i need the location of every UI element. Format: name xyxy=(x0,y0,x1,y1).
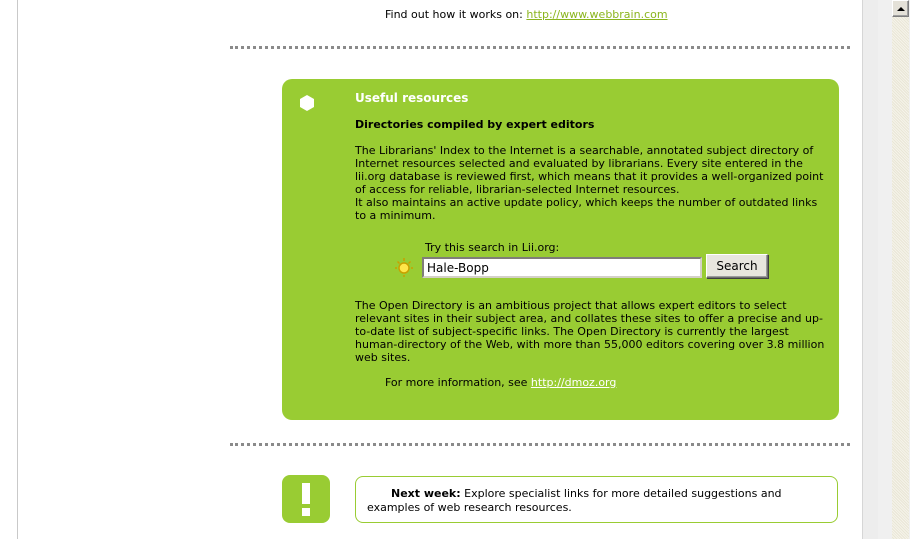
search-label: Try this search in Lii.org: xyxy=(425,241,560,254)
howitworks-text: Find out how it works on: xyxy=(385,8,523,21)
left-border xyxy=(17,0,18,539)
scroll-up-arrow-icon[interactable] xyxy=(892,0,909,17)
open-directory-description: The Open Directory is an ambitious project that allows expert editors to select relevant sites in their subject area, and collates these sites to offer a precise and up-to-date list of subject-specific links. The Open Directory is currently the largest human-directory of the Web, with more than 55,000 editors covering over 3.8 million web sites. xyxy=(355,299,825,364)
divider-top xyxy=(230,46,850,49)
hexagon-icon xyxy=(300,95,314,111)
moreinfo-text: For more information, see xyxy=(385,376,528,389)
panel-title: Useful resources xyxy=(355,91,469,105)
webbrain-link[interactable]: http://www.webbrain.com xyxy=(526,8,668,21)
howitworks-line xyxy=(385,8,668,21)
exclamation-icon xyxy=(282,475,330,523)
right-gutter xyxy=(862,0,878,539)
next-week-text: Explore specialist links for more detailed suggestions and examples of web research resources. xyxy=(367,487,782,514)
lii-paragraph: The Librarians' Index to the Internet is a searchable, annotated subject directory of Internet resources selected and evaluated by librarians. Every site entered in the lii.org database is reviewed first, which means that it provides a well-organized point of access for reliable, librarian-selected Internet resources. xyxy=(355,144,824,196)
lii-description xyxy=(355,144,830,222)
lii-paragraph-update: It also maintains an active update policy, which keeps the number of outdated links to a minimum. xyxy=(355,196,818,222)
moreinfo-line xyxy=(385,376,616,389)
divider-bottom xyxy=(230,443,850,446)
next-week-label: Next week: xyxy=(391,487,461,500)
search-button[interactable]: Search xyxy=(706,254,768,278)
lii-search-input[interactable] xyxy=(422,257,702,278)
next-week-box xyxy=(355,476,838,523)
dmoz-link[interactable]: http://dmoz.org xyxy=(530,376,617,389)
panel-subtitle: Directories compiled by expert editors xyxy=(355,118,595,131)
sun-icon xyxy=(394,257,414,277)
vertical-scrollbar-track[interactable] xyxy=(892,17,909,539)
